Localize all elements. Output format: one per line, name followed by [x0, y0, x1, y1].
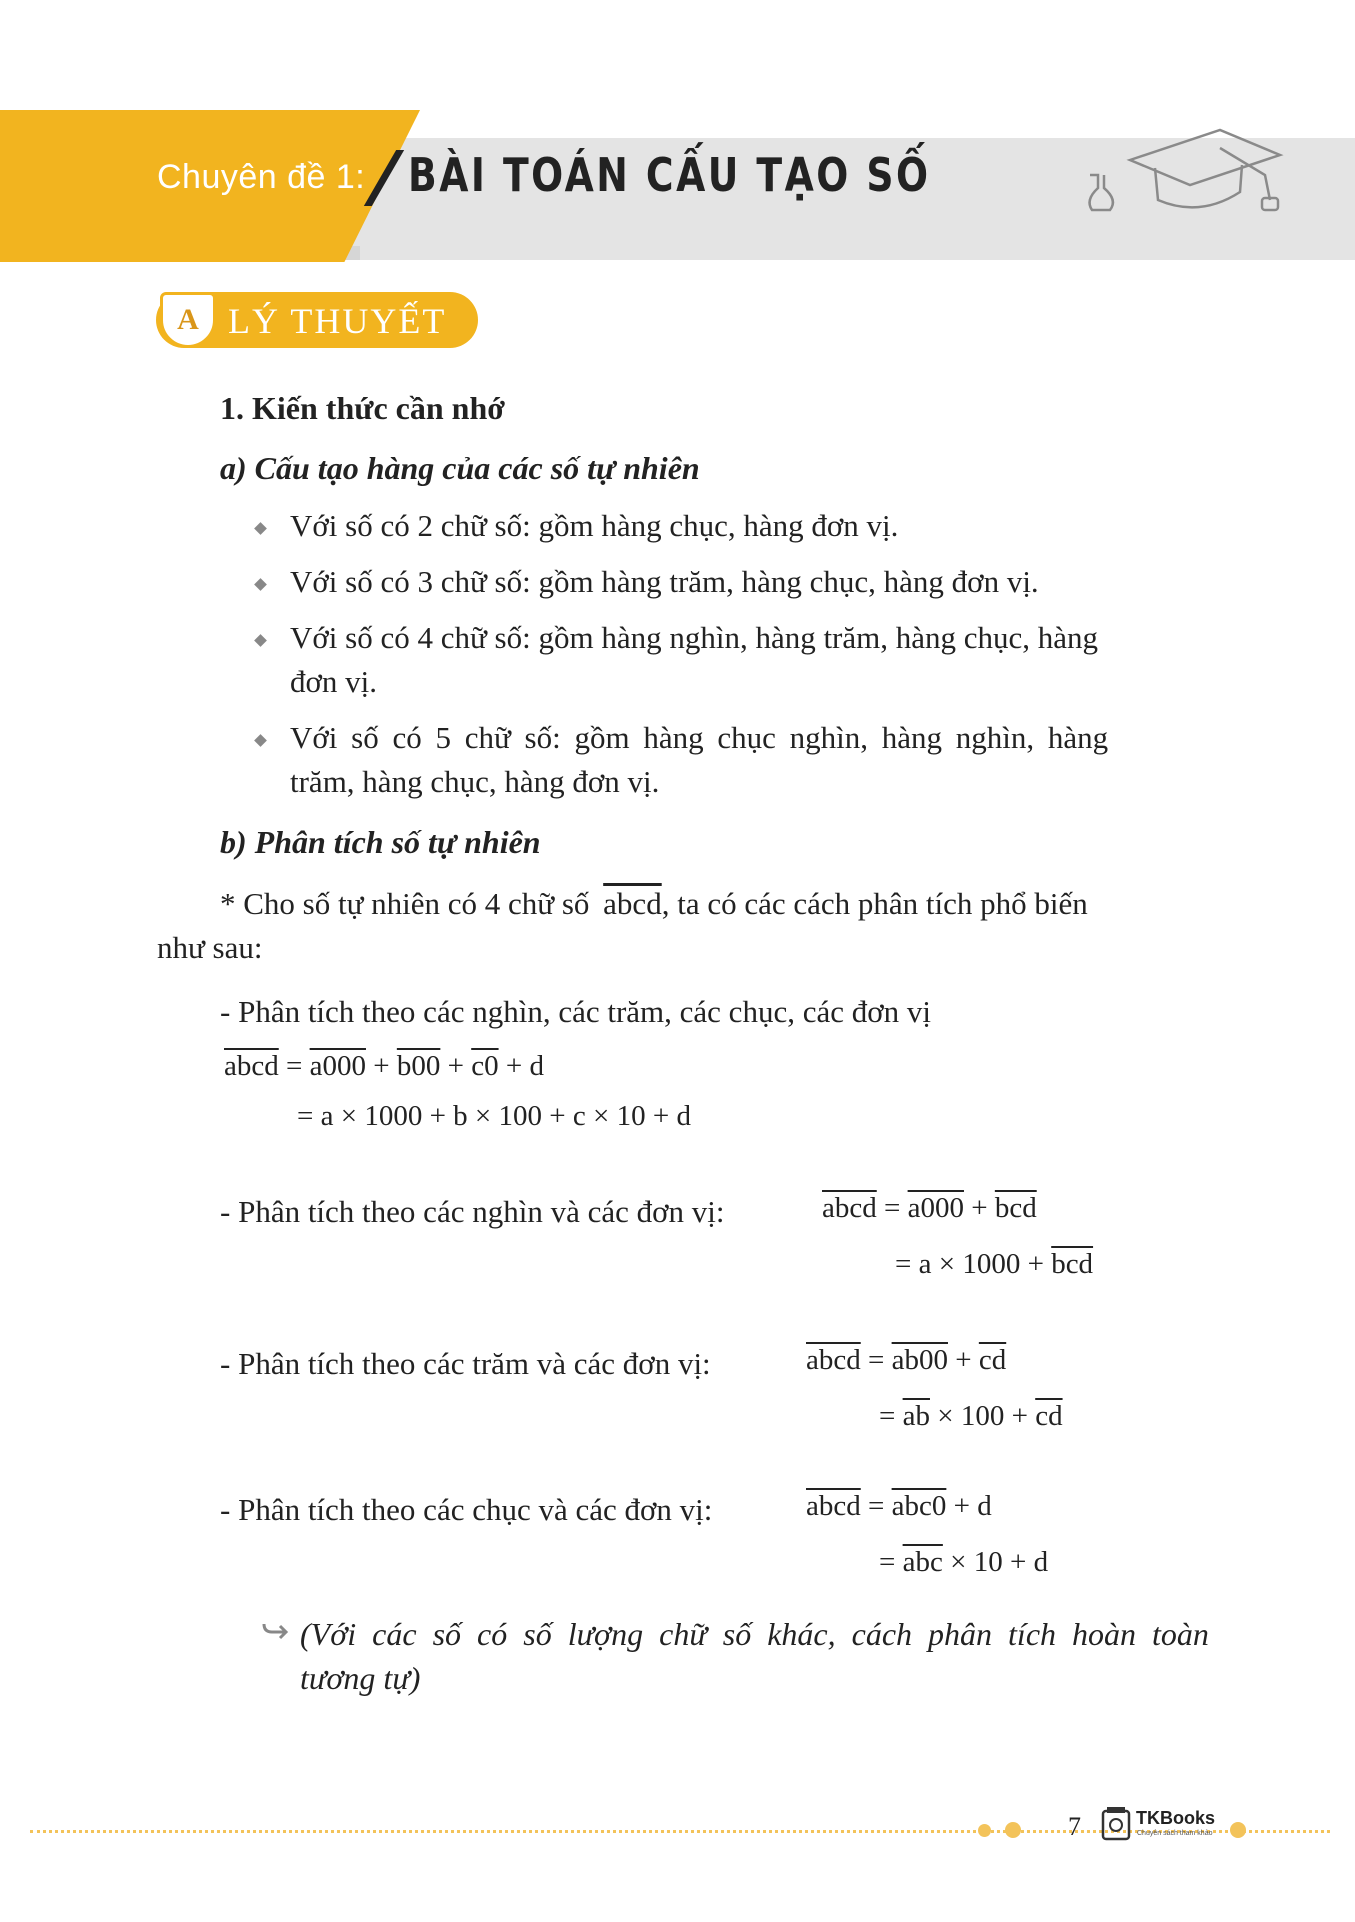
intro-text-cont: như sau:: [157, 930, 263, 965]
footer-dot: [978, 1824, 991, 1837]
chapter-title: BÀI TOÁN CẤU TẠO SỐ: [408, 148, 931, 202]
note-text: (Với các số có số lượng chữ số khác, cách phân tích hoàn toàn: [300, 1616, 1209, 1652]
list-item: Với số có 5 chữ số: gồm hàng chục nghìn, hàng nghìn, hàng: [290, 720, 1109, 755]
heading-knowledge: 1. Kiến thức cần nhớ: [220, 390, 505, 426]
equation-2-line-2: = $a \times 1000 + \overline{bcd}$: [895, 1248, 1094, 1280]
list-item: Với số có 3 chữ số: gồm hàng trăm, hàng chục, hàng đơn vị.: [290, 564, 1039, 599]
list-item: Với số có 2 chữ số: gồm hàng chục, hàng đơn vị.: [290, 508, 899, 543]
equation-1-line-2: = a × 1000 + b × 100 + c × 10 + d: [297, 1100, 691, 1132]
method-2-label: - Phân tích theo các nghìn và các đơn vị:: [220, 1194, 725, 1229]
intro-text: * Cho số tự nhiên có 4 chữ số abcd, ta có các cách phân tích phổ biến: [220, 886, 1088, 921]
bullet-icon: [254, 734, 267, 747]
subheading-a: a) Cấu tạo hàng của các số tự nhiên: [220, 450, 700, 486]
footer-dot: [1230, 1822, 1246, 1838]
equation-4-line-1: abcd = abc0 + d: [806, 1490, 992, 1522]
note-text-cont: tương tự): [300, 1660, 421, 1696]
method-1-label: - Phân tích theo các nghìn, các trăm, các chục, các đơn vị: [220, 994, 931, 1029]
bullet-icon: [254, 578, 267, 591]
page-number: 7: [1068, 1812, 1081, 1841]
arrow-icon: [262, 1620, 290, 1640]
footer-divider: [30, 1830, 1330, 1835]
list-item-cont: trăm, hàng chục, hàng đơn vị.: [290, 764, 660, 799]
list-item-cont: đơn vị.: [290, 664, 378, 699]
list-item: Với số có 4 chữ số: gồm hàng nghìn, hàng trăm, hàng chục, hàng: [290, 620, 1099, 655]
footer-dot: [1005, 1822, 1021, 1838]
chapter-label: Chuyên đề 1:: [157, 158, 366, 196]
bullet-icon: [254, 522, 267, 535]
brand-tagline: Chuyên sách tham khảo: [1137, 1830, 1213, 1837]
equation-3-line-2: = $\overline{ab} \times 100 + \overline{cd}$: [879, 1400, 1063, 1432]
equation-4-line-2: = $\overline{abc} \times 10 + d$: [879, 1546, 1049, 1578]
method-4-label: - Phân tích theo các chục và các đơn vị:: [220, 1492, 713, 1527]
equation-1-line-1: abcd = a000 + b00 + c0 + d: [224, 1050, 544, 1082]
equation-3-line-1: abcd = $ab00 + \overline{cd}$: [806, 1344, 1007, 1376]
brand-name: TKBooks: [1136, 1808, 1216, 1828]
tkbooks-logo-icon: [1100, 1806, 1132, 1842]
bullet-icon: [254, 634, 267, 647]
subheading-b: b) Phân tích số tự nhiên: [220, 824, 541, 860]
section-title: LÝ THUYẾT: [228, 301, 447, 341]
equation-2-line-1: abcd = $a000 + \overline{bcd}$: [822, 1192, 1037, 1224]
graduation-cap-icon: [1070, 120, 1310, 220]
method-3-label: - Phân tích theo các trăm và các đơn vị:: [220, 1346, 711, 1381]
section-letter: A: [160, 292, 216, 348]
